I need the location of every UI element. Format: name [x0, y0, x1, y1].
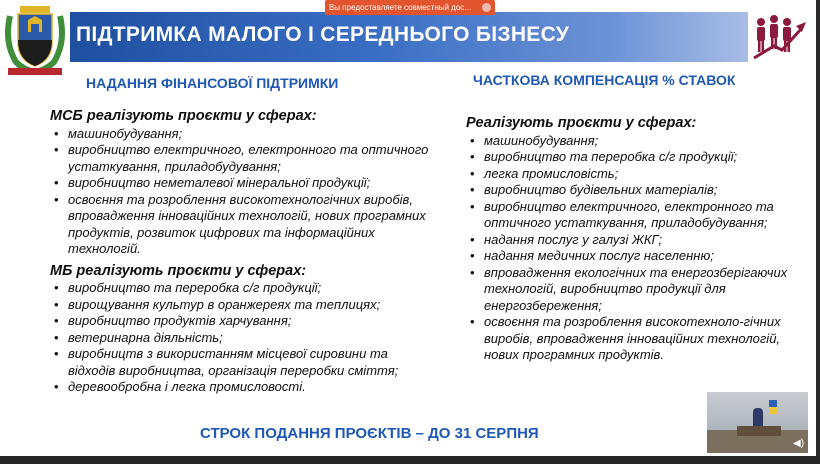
list-item: • впровадження екологічних та енергозберігаючих технологій, виробництво продукції для енергозбереження; — [466, 265, 806, 315]
msb-heading: МСБ реалізують проєкти у сферах: — [50, 108, 317, 124]
list-item: • надання послуг у галузі ЖКГ; — [466, 232, 806, 249]
list-item: • машинобудування; — [50, 126, 430, 143]
list-item: • виробництво електричного, електронного та оптичного устаткування, приладобудування; — [466, 199, 806, 232]
right-subheading: ЧАСТКОВА КОМПЕНСАЦІЯ % СТАВОК — [473, 72, 736, 88]
flag-icon — [769, 400, 777, 414]
participant-video-thumbnail[interactable] — [707, 392, 808, 453]
right-list — [466, 133, 806, 364]
list-item: • виробництво електричного, електронного та оптичного устаткування, приладобудування; — [50, 142, 430, 175]
participant-figure — [753, 408, 763, 426]
left-subheading: НАДАННЯ ФІНАНСОВОЇ ПІДТРИМКИ — [86, 75, 339, 91]
business-growth-icon — [752, 10, 808, 62]
coat-of-arms-icon — [2, 2, 68, 76]
right-heading: Реалізують проєкти у сферах: — [466, 115, 697, 131]
list-item: • освоєння та розроблення високотехнологічних виробів, впровадження інноваційних технологій, нових програмних продуктів, розвиток цифрових та інформаційних технологій. — [50, 192, 430, 258]
list-item: • легка промисловість; — [466, 166, 806, 183]
list-item: • надання медичних послуг населенню; — [466, 248, 806, 265]
title-band — [70, 12, 748, 62]
deadline-text: СТРОК ПОДАННЯ ПРОЄКТІВ – ДО 31 СЕРПНЯ — [200, 425, 539, 442]
video-desk — [737, 426, 781, 436]
mb-list — [50, 280, 430, 396]
screen-share-banner[interactable] — [325, 0, 495, 15]
banner-options-icon[interactable] — [482, 3, 491, 12]
list-item: • виробництво будівельних матеріалів; — [466, 182, 806, 199]
left-column — [50, 108, 430, 401]
msb-list — [50, 126, 430, 258]
list-item: • виробництв з використанням місцевої сировини та відходів виробництва, організація переробки сміття; — [50, 346, 430, 379]
list-item: • виробництво та переробка с/г продукції; — [466, 149, 806, 166]
speaker-icon[interactable]: ◀) — [793, 438, 805, 449]
list-item: • виробництво продуктів харчування; — [50, 313, 430, 330]
window-edge-bottom — [0, 456, 820, 464]
list-item: • вирощування культур в оранжереях та теплицях; — [50, 297, 430, 314]
list-item: • виробництво неметалевої мінеральної продукції; — [50, 175, 430, 192]
list-item: • ветеринарна діяльність; — [50, 330, 430, 347]
list-item: • машинобудування; — [466, 133, 806, 150]
list-item: • освоєння та розроблення високотехноло-гічних виробів, впровадження інноваційних технологій, нових програмних продуктів. — [466, 314, 806, 364]
right-column — [466, 115, 806, 369]
share-banner-text: Вы предоставляете совместный дос... — [329, 3, 471, 12]
slide-title: ПІДТРИМКА МАЛОГО І СЕРЕДНЬОГО БІЗНЕСУ — [76, 23, 570, 46]
window-edge-right — [816, 0, 820, 464]
list-item: • деревообробна і легка промисловості. — [50, 379, 430, 396]
mb-heading: МБ реалізують проєкти у сферах: — [50, 262, 307, 279]
list-item: • виробництво та переробка с/г продукції; — [50, 280, 430, 297]
